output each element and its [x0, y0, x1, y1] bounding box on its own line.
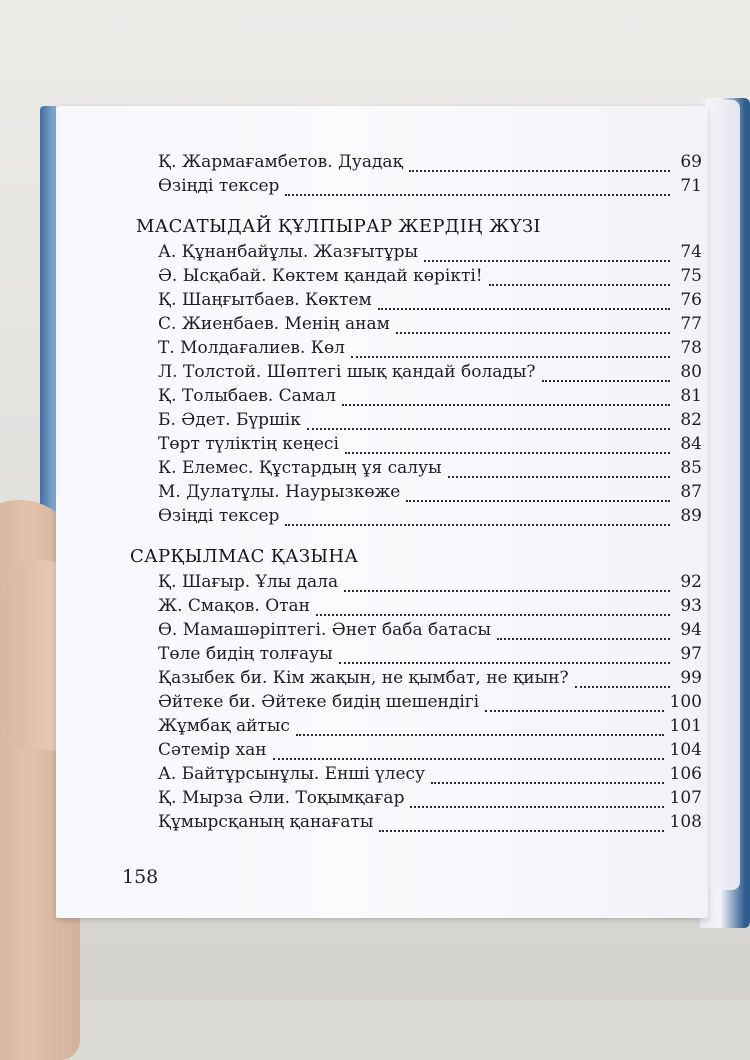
toc-entry-title: Қазыбек би. Кім жақын, не қымбат, не қиын? — [158, 668, 569, 688]
right-page-edge — [706, 100, 740, 890]
toc-entry — [130, 714, 702, 738]
toc-entry-page: 75 — [680, 266, 702, 286]
leader-dots — [378, 294, 670, 310]
toc-entry — [130, 738, 702, 762]
leader-dots — [339, 648, 670, 664]
leader-dots — [273, 744, 664, 760]
leader-dots — [396, 318, 670, 334]
toc-entry — [130, 240, 702, 264]
toc-entry — [130, 504, 702, 528]
leader-dots — [409, 156, 670, 172]
toc-entry-page: 107 — [669, 788, 702, 808]
section-heading: МАСАТЫДАЙ ҚҰЛПЫРАР ЖЕРДІҢ ЖҮЗІ — [136, 216, 541, 237]
leader-dots — [542, 366, 670, 382]
toc-entry-page: 82 — [680, 410, 702, 430]
toc-entry-title: Л. Толстой. Шөптегі шық қандай болады? — [158, 362, 536, 382]
toc-entry-page: 81 — [680, 386, 702, 406]
toc-entry-page: 85 — [680, 458, 702, 478]
toc-entry — [130, 264, 702, 288]
toc-entry-title: Құмырсқаның қанағаты — [158, 812, 374, 832]
leader-dots — [316, 600, 670, 616]
toc-entry-page: 106 — [669, 764, 702, 784]
toc-entry-title: М. Дулатұлы. Наурызкөже — [158, 482, 401, 502]
page-number: 158 — [122, 866, 159, 888]
section-heading: САРҚЫЛМАС ҚАЗЫНА — [130, 546, 359, 567]
toc-entry — [130, 642, 702, 666]
toc-entry-title: С. Жиенбаев. Менің анам — [158, 314, 390, 334]
toc-entry — [130, 408, 702, 432]
toc-entry — [130, 762, 702, 786]
toc-entry — [130, 810, 702, 834]
toc-entry-title: А. Байтұрсынұлы. Еншi үлесу — [158, 764, 426, 784]
leader-dots — [410, 792, 663, 808]
toc-entry-title: К. Елемес. Құстардың ұя салуы — [158, 458, 442, 478]
toc-entry-page: 101 — [669, 716, 702, 736]
leader-dots — [489, 270, 670, 286]
table-of-contents — [130, 150, 702, 834]
toc-entry-page: 99 — [680, 668, 702, 688]
toc-entry-page: 69 — [680, 152, 702, 172]
leader-dots — [285, 510, 670, 526]
leader-dots — [351, 342, 670, 358]
toc-entry-title: Б. Әдет. Бүршік — [158, 410, 301, 430]
toc-entry-title: Қ. Толыбаев. Самал — [158, 386, 336, 406]
toc-entry — [130, 312, 702, 336]
leader-dots — [424, 246, 670, 262]
toc-entry-page: 97 — [680, 644, 702, 664]
toc-entry-title: Ә. Ысқабай. Көктем қандай көрікті! — [158, 266, 483, 286]
toc-entry-title: Қ. Шағыр. Ұлы дала — [158, 572, 339, 592]
toc-entry-page: 77 — [680, 314, 702, 334]
toc-entry-page: 71 — [680, 176, 702, 196]
leader-dots — [344, 576, 670, 592]
toc-entry — [130, 360, 702, 384]
toc-entry-title: Төрт түліктің кеңесі — [158, 434, 339, 454]
toc-entry — [130, 786, 702, 810]
toc-entry — [130, 666, 702, 690]
toc-entry — [130, 570, 702, 594]
toc-entry-page: 93 — [680, 596, 702, 616]
toc-entry-title: Өзіңді тексер — [158, 506, 280, 526]
toc-entry-title: Т. Молдағалиев. Көл — [158, 338, 345, 358]
toc-entry-title: Қ. Шаңғытбаев. Көктем — [158, 290, 372, 310]
leader-dots — [285, 180, 670, 196]
toc-entry — [130, 618, 702, 642]
leader-dots — [575, 672, 670, 688]
toc-entry-page: 80 — [680, 362, 702, 382]
toc-entry-page: 108 — [669, 812, 702, 832]
toc-entry-title: А. Құнанбайұлы. Жазғытұры — [158, 242, 419, 262]
leader-dots — [345, 438, 670, 454]
toc-entry-page: 84 — [680, 434, 702, 454]
leader-dots — [307, 414, 670, 430]
toc-entry — [130, 456, 702, 480]
toc-entry-title: Ө. Мамашәріптегі. Әнет баба батасы — [158, 620, 492, 640]
toc-entry-title: Өзіңді тексер — [158, 176, 280, 196]
toc-entry — [130, 336, 702, 360]
toc-entry-page: 78 — [680, 338, 702, 358]
leader-dots — [406, 486, 670, 502]
toc-entry-page: 92 — [680, 572, 702, 592]
leader-dots — [448, 462, 670, 478]
toc-entry — [130, 288, 702, 312]
toc-entry — [130, 174, 702, 198]
book-page — [56, 106, 708, 918]
toc-entry-page: 74 — [680, 242, 702, 262]
toc-entry-title: Ж. Смақов. Отан — [158, 596, 310, 616]
toc-entry — [130, 432, 702, 456]
toc-entry-page: 104 — [669, 740, 702, 760]
toc-entry-title: Сәтемір хан — [158, 740, 267, 760]
toc-entry — [130, 690, 702, 714]
leader-dots — [296, 720, 664, 736]
leader-dots — [379, 816, 663, 832]
toc-entry-title: Қ. Жармағамбетов. Дуадақ — [158, 152, 403, 172]
leader-dots — [497, 624, 670, 640]
toc-entry-title: Жұмбақ айтыс — [158, 716, 290, 736]
toc-entry-page: 76 — [680, 290, 702, 310]
toc-entry-title: Төле бидің толғауы — [158, 644, 333, 664]
toc-entry-page: 94 — [680, 620, 702, 640]
toc-entry-page: 100 — [669, 692, 702, 712]
toc-entry-page: 87 — [680, 482, 702, 502]
toc-entry-title: Қ. Мырза Әли. Тоқымқағар — [158, 788, 405, 808]
leader-dots — [342, 390, 670, 406]
toc-entry-page: 89 — [680, 506, 702, 526]
leader-dots — [485, 696, 663, 712]
toc-entry-title: Әйтеке би. Әйтеке бидің шешендігі — [158, 692, 480, 712]
toc-entry — [130, 594, 702, 618]
toc-entry — [130, 480, 702, 504]
toc-entry — [130, 384, 702, 408]
leader-dots — [431, 768, 664, 784]
toc-entry — [130, 150, 702, 174]
